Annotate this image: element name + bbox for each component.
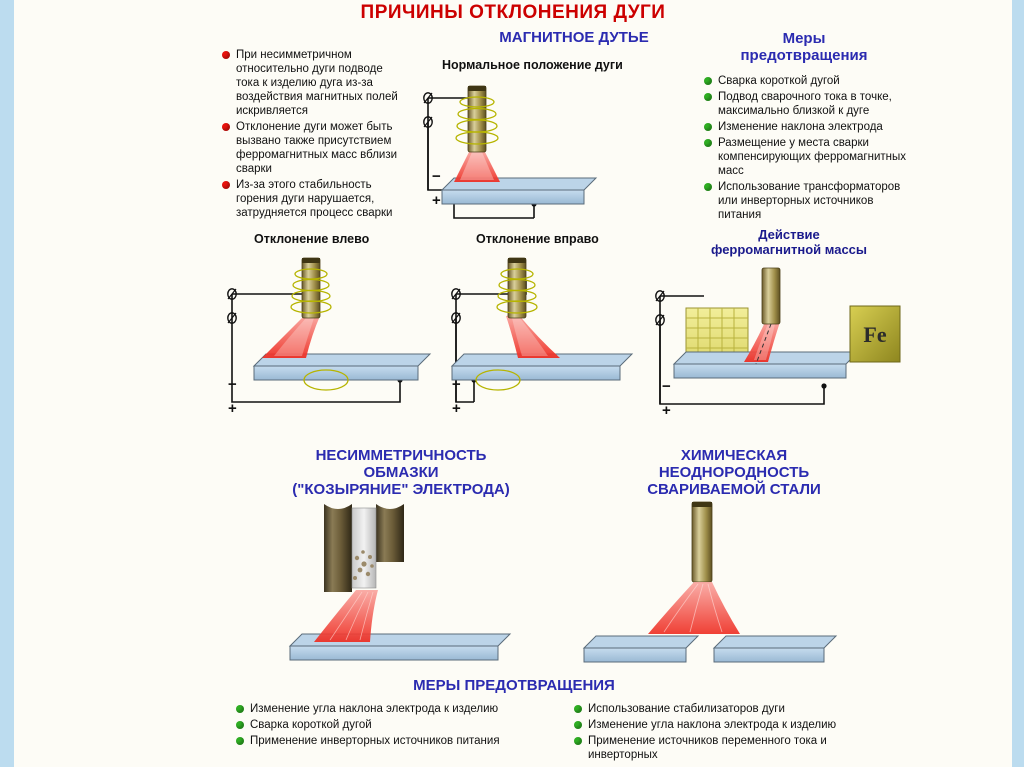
terminal-minus-2: − <box>228 376 237 393</box>
list-item <box>222 48 408 118</box>
measure-text: Изменение наклона электрода <box>718 121 883 134</box>
measure-text: Использование трансформаторов или инверторных источников питания <box>718 181 901 222</box>
header-asymmetry-line3: ("КОЗЫРЯНИЕ" ЭЛЕКТРОДА) <box>292 480 510 498</box>
bullet-green-icon <box>704 77 712 85</box>
list-item <box>704 136 909 178</box>
measures-bottom-right-list <box>574 702 884 764</box>
bullet-green-icon <box>574 737 582 745</box>
list-item <box>704 90 909 118</box>
header-measures-bottom: МЕРЫ ПРЕДОТВРАЩЕНИЯ <box>413 677 615 694</box>
label-ferro-line1: Действие <box>758 227 820 242</box>
bullet-green-icon <box>704 139 712 147</box>
cause-text: Отклонение дуги может быть вызвано также присутствием ферромагнитных масс вблизи сварки <box>236 121 398 176</box>
measure-text: Размещение у места сварки компенсирующих ферромагнитных масс <box>718 137 907 178</box>
terminal-minus-4: − <box>662 378 671 395</box>
terminal-plus-2: + <box>228 400 237 417</box>
measure-text: Подвод сварочного тока в точке, максимально близкой к дуге <box>718 91 892 118</box>
measure-text: Сварка короткой дугой <box>250 719 372 732</box>
terminal-plus-4: + <box>662 402 671 419</box>
header-asymmetry <box>248 448 554 498</box>
bullet-green-icon <box>236 721 244 729</box>
list-item <box>222 178 408 220</box>
list-item <box>236 702 516 716</box>
bullet-green-icon <box>236 737 244 745</box>
bullet-green-icon <box>236 705 244 713</box>
diagram-normal-arc <box>414 78 674 238</box>
header-measures-top-line1: Меры <box>782 30 826 47</box>
list-item <box>222 120 408 176</box>
measure-text: Применение инверторных источников питания <box>250 735 500 748</box>
page-title: ПРИЧИНЫ ОТКЛОНЕНИЯ ДУГИ <box>360 2 666 23</box>
diagram-deviation-right <box>434 252 664 417</box>
measures-top-list <box>704 74 909 224</box>
header-chemical-line1: ХИМИЧЕСКАЯ <box>680 447 788 464</box>
label-ferro-mass <box>674 228 904 257</box>
label-deviation-right: Отклонение вправо <box>476 232 599 246</box>
list-item <box>574 718 884 732</box>
list-item <box>704 74 909 88</box>
diagram-chemical-heterogeneity <box>574 498 854 678</box>
bullet-red-icon <box>222 181 230 189</box>
header-chemical-line2: НЕОДНОРОДНОСТЬ <box>658 463 810 481</box>
terminal-plus-3: + <box>452 400 461 417</box>
terminal-minus-3: − <box>452 376 461 393</box>
diagram-deviation-left <box>210 252 460 417</box>
list-item <box>574 734 884 762</box>
header-asymmetry-line2: ОБМАЗКИ <box>363 463 439 481</box>
label-deviation-left: Отклонение влево <box>254 232 370 246</box>
list-item <box>704 120 909 134</box>
label-ferro-line2: ферромагнитной массы <box>710 241 868 257</box>
bullet-red-icon <box>222 51 230 59</box>
list-item <box>236 734 516 748</box>
terminal-minus-1: − <box>432 168 441 185</box>
label-normal-position: Нормальное положение дуги <box>442 58 623 72</box>
header-measures-top <box>704 30 904 65</box>
list-item <box>574 702 884 716</box>
bullet-green-icon <box>574 721 582 729</box>
header-chemical-line3: СВАРИВАЕМОЙ СТАЛИ <box>647 480 821 498</box>
slide-inner <box>14 0 1012 767</box>
diagram-ferromagnetic-mass <box>644 268 914 418</box>
header-asymmetry-line1: НЕСИММЕТРИЧНОСТЬ <box>315 447 487 464</box>
list-item <box>704 180 909 222</box>
diagram-coating-asymmetry <box>284 500 524 680</box>
header-magnetic: МАГНИТНОЕ ДУТЬЕ <box>499 29 649 46</box>
measures-bottom-left-list <box>236 702 516 750</box>
terminal-plus-1: + <box>432 192 441 209</box>
causes-list <box>222 48 408 222</box>
svg-text:Fe: Fe <box>863 322 887 347</box>
header-chemical <box>584 448 884 498</box>
measure-text: Применение источников переменного тока и инверторных <box>588 735 827 762</box>
bullet-green-icon <box>704 93 712 101</box>
measure-text: Изменение угла наклона электрода к изделию <box>250 703 499 715</box>
bullet-red-icon <box>222 123 230 131</box>
cause-text: При несимметричном относительно дуги подводе тока к изделию дуга из-за воздействия магнитных полей искривляется <box>236 49 398 118</box>
list-item <box>236 718 516 732</box>
measure-text: Изменение угла наклона электрода к изделию <box>588 719 837 732</box>
bullet-green-icon <box>704 123 712 131</box>
header-measures-top-line2: предотвращения <box>740 47 868 65</box>
measure-text: Использование стабилизаторов дуги <box>588 703 785 715</box>
bullet-green-icon <box>704 183 712 191</box>
measure-text: Сварка короткой дугой <box>718 75 840 87</box>
cause-text: Из-за этого стабильность горения дуги нарушается, затрудняется процесс сварки <box>236 179 393 220</box>
bullet-green-icon <box>574 705 582 713</box>
